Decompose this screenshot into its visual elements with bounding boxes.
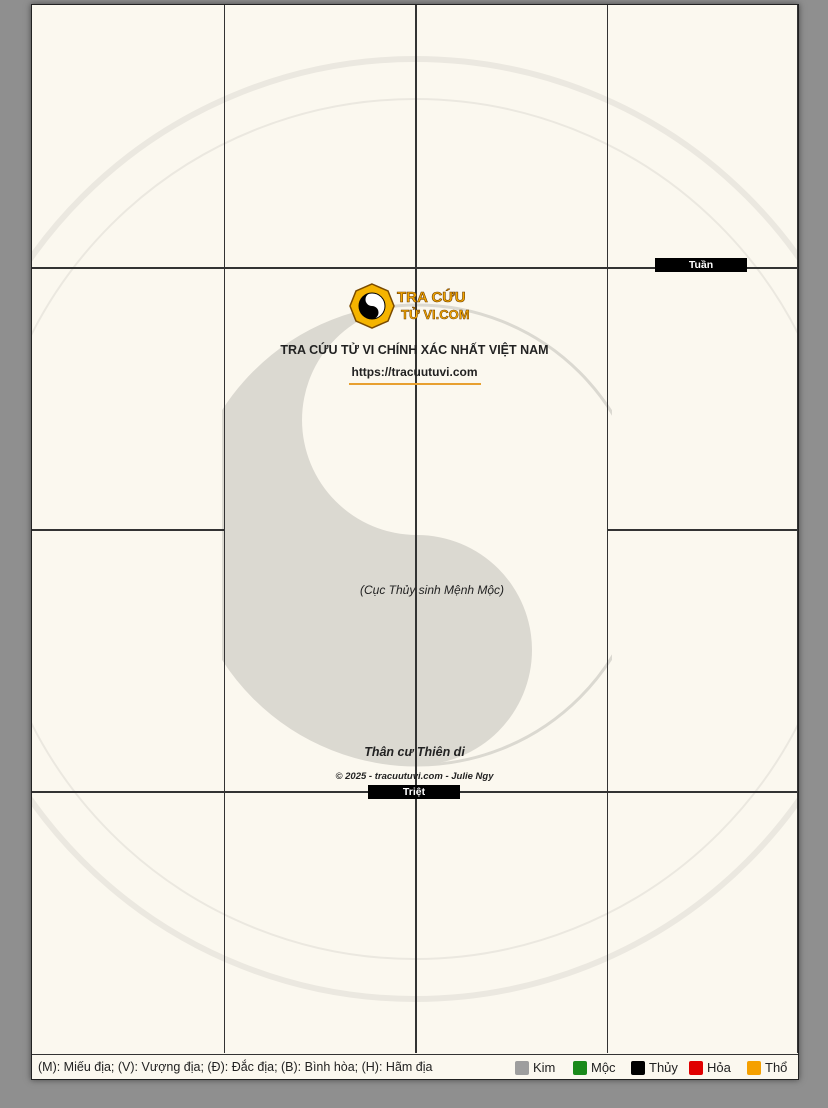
horoscope-chart bbox=[31, 4, 799, 1080]
legend-label: Thủy bbox=[649, 1060, 678, 1075]
legend-label: Kim bbox=[533, 1060, 556, 1075]
cuc-note: (Cục Thủy sinh Mệnh Mộc) bbox=[360, 583, 505, 597]
palace-ty[interactable] bbox=[34, 7, 222, 265]
legend-swatch bbox=[631, 1061, 645, 1075]
bagua-logo-icon bbox=[349, 283, 395, 329]
site-title: TRA CỨU TỬ VI CHÍNH XÁC NHẤT VIỆT NAM bbox=[280, 343, 549, 357]
triet-badge: Triệt bbox=[368, 785, 460, 799]
center-info bbox=[223, 267, 606, 790]
legend-abbrev: (M): Miếu địa; (V): Vượng địa; (Đ): Đắc địa; (B): Bình hòa; (H): Hãm địa bbox=[38, 1060, 433, 1074]
palace-dau[interactable] bbox=[609, 269, 797, 527]
legend-label: Mộc bbox=[591, 1060, 616, 1075]
palace-ngo[interactable] bbox=[226, 7, 414, 265]
palace-hoi[interactable] bbox=[609, 793, 797, 1051]
than-cu-text: Thân cư Thiên di bbox=[364, 745, 465, 759]
logo-text-line1: TRA CỨU bbox=[397, 289, 466, 306]
tuan-badge: Tuần bbox=[655, 258, 747, 272]
legend-swatch bbox=[747, 1061, 761, 1075]
legend-swatch bbox=[573, 1061, 587, 1075]
palace-tuat[interactable] bbox=[609, 531, 797, 789]
site-url[interactable]: https://tracuutuvi.com bbox=[351, 365, 478, 379]
logo-text-line2: TỬ VI.COM bbox=[401, 307, 470, 322]
legend-label: Thổ bbox=[765, 1060, 788, 1075]
palace-tyy[interactable] bbox=[417, 793, 605, 1051]
palace-dan[interactable] bbox=[34, 793, 222, 1051]
copyright: © 2025 - tracuutuvi.com - Julie Ngy bbox=[335, 771, 494, 782]
palace-thin[interactable] bbox=[34, 269, 222, 527]
legend-swatch bbox=[689, 1061, 703, 1075]
legend-bar bbox=[32, 1054, 798, 1080]
palace-mui[interactable] bbox=[417, 7, 605, 265]
legend-label: Hỏa bbox=[707, 1060, 731, 1075]
site-logo[interactable] bbox=[349, 283, 481, 329]
url-underline bbox=[349, 383, 481, 385]
palace-suu[interactable] bbox=[226, 793, 414, 1051]
legend-swatch bbox=[515, 1061, 529, 1075]
palace-than[interactable] bbox=[609, 7, 797, 265]
palace-mao[interactable] bbox=[34, 531, 222, 789]
